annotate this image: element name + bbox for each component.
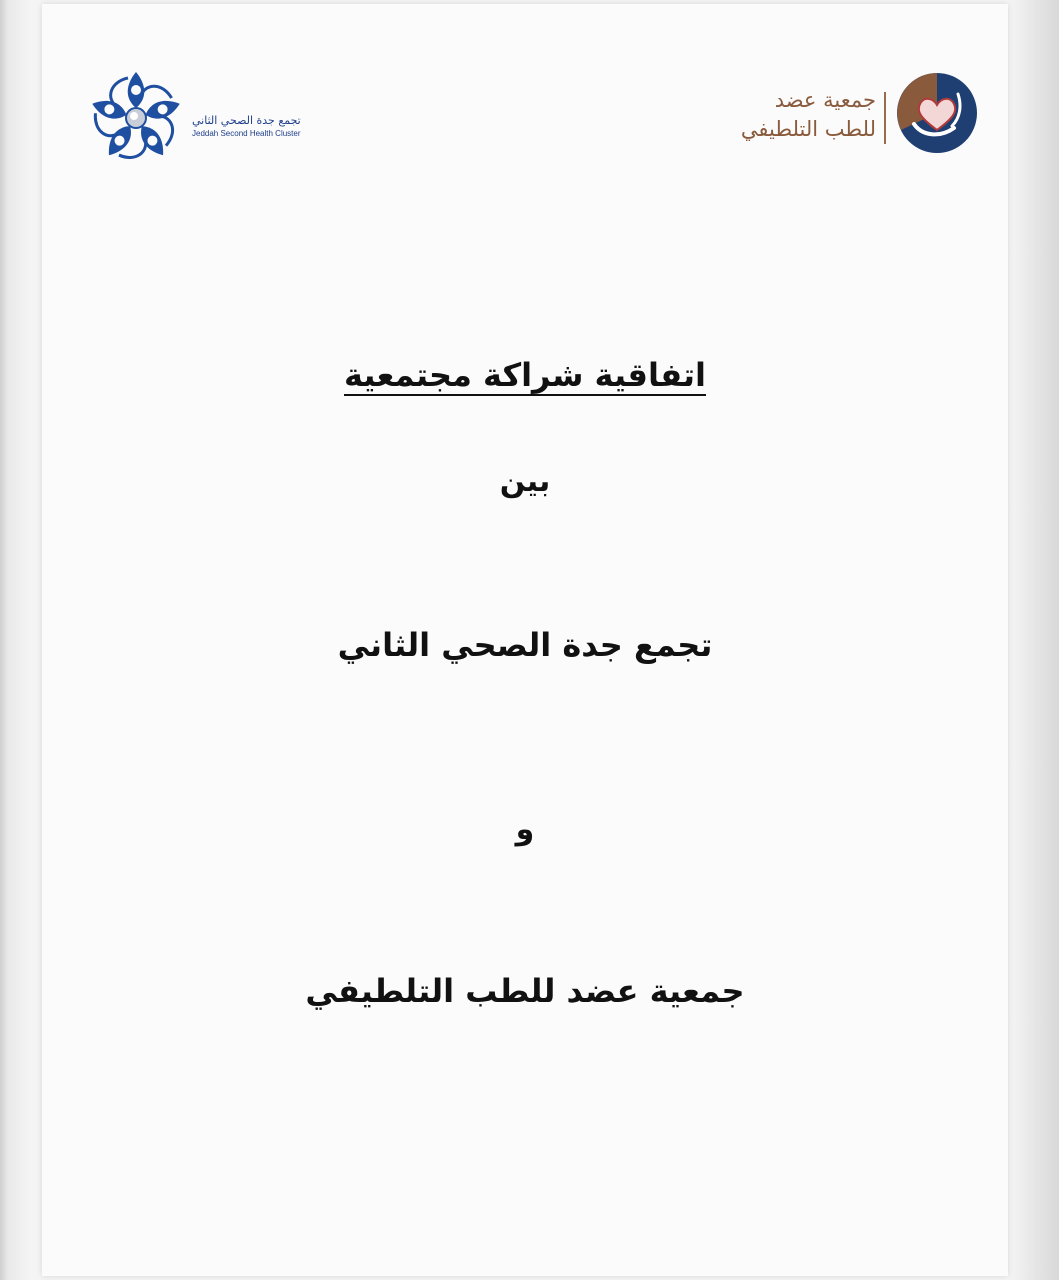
logo-divider — [884, 92, 886, 144]
adad-heart-circle-logo-icon — [896, 72, 978, 154]
jeddah-cluster-logo — [80, 68, 380, 168]
adad-name-line1: جمعية عضد — [774, 88, 876, 112]
agreement-title: اتفاقية شراكة مجتمعية — [343, 356, 706, 394]
second-party: جمعية عضد للطب التلطيفي — [305, 972, 745, 1010]
between-label: بين — [499, 464, 551, 499]
first-party: تجمع جدة الصحي الثاني — [337, 626, 713, 664]
adad-name-line2: للطب التلطيفي — [740, 117, 876, 141]
cluster-name-english: Jeddah Second Health Cluster — [192, 129, 301, 138]
star-flower-logo-icon — [80, 68, 192, 168]
document-page — [42, 4, 1008, 1276]
cluster-logo-text — [192, 114, 352, 139]
adad-logo-text — [741, 86, 876, 144]
and-label: و — [515, 812, 535, 847]
cluster-name-arabic: تجمع جدة الصحي الثاني — [192, 114, 301, 127]
adad-society-logo — [708, 70, 978, 166]
